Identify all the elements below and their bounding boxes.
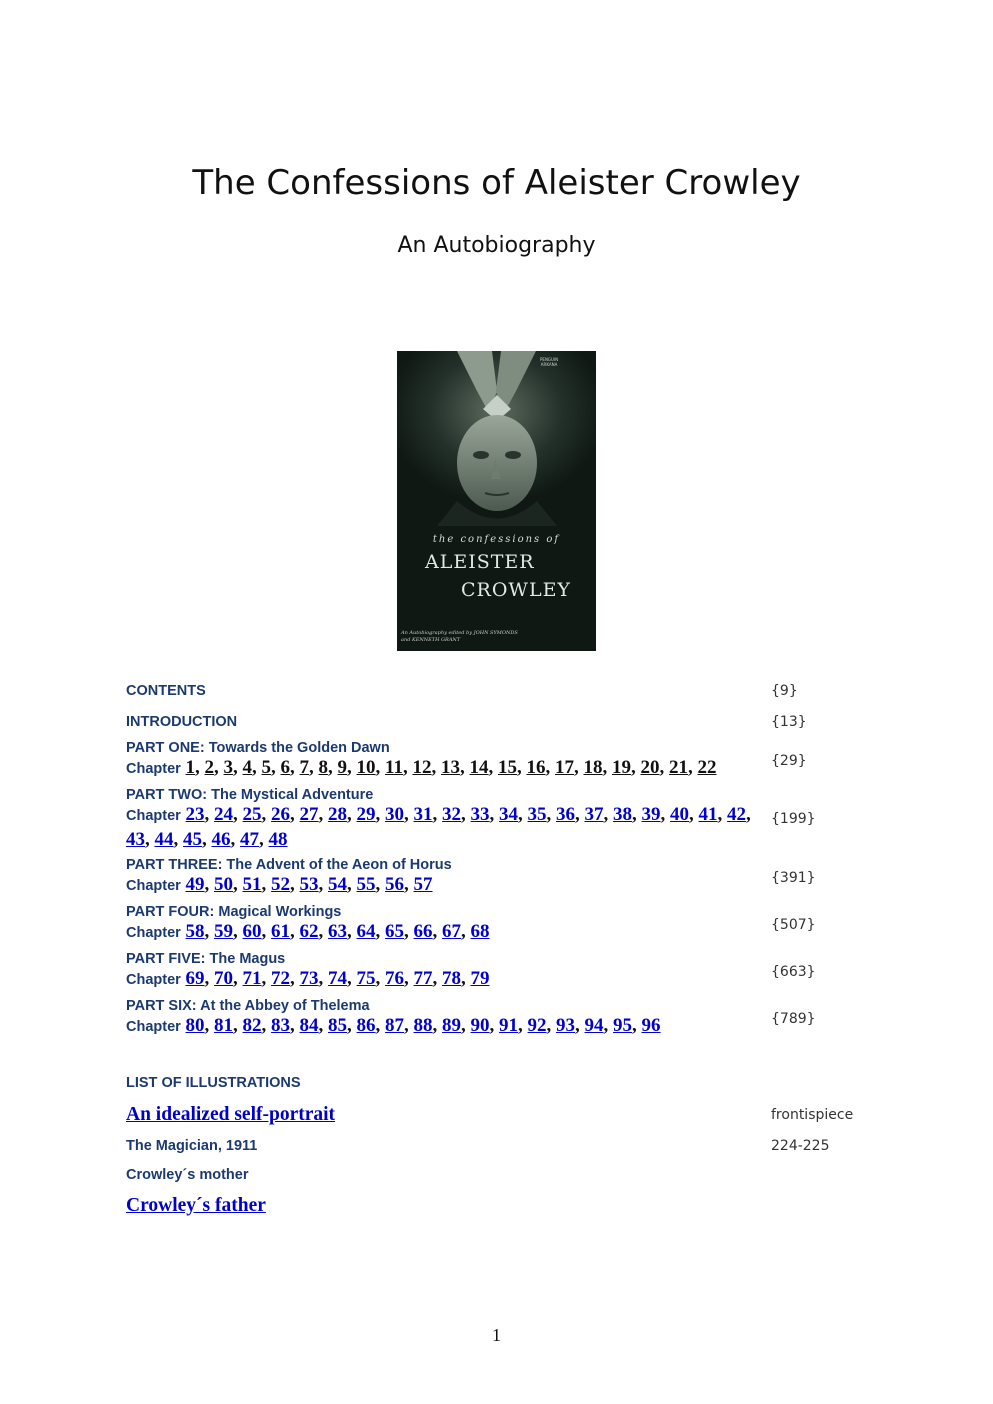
chapter-link[interactable]: 34 bbox=[499, 804, 519, 825]
chapter-link[interactable]: 66 bbox=[413, 921, 433, 942]
chapter-link[interactable]: 8 bbox=[318, 757, 329, 778]
chapter-link[interactable]: 71 bbox=[242, 968, 262, 989]
chapter-link[interactable]: 45 bbox=[183, 829, 202, 850]
page-number: 1 bbox=[492, 1325, 501, 1345]
chapter-link[interactable]: 22 bbox=[697, 757, 717, 778]
chapter-link[interactable]: 20 bbox=[640, 757, 660, 778]
chapter-link[interactable]: 28 bbox=[328, 804, 348, 825]
chapter-link[interactable]: 16 bbox=[526, 757, 546, 778]
chapter-link[interactable]: 42 bbox=[727, 804, 747, 825]
cover-name-last: CROWLEY bbox=[461, 579, 571, 601]
chapter-link[interactable]: 51 bbox=[242, 874, 262, 895]
chapter-label: Chapter bbox=[126, 808, 181, 824]
toc-part-heading: PART FIVE: The Magus bbox=[126, 951, 286, 967]
cover-editors: An Autobiography edited by JOHN SYMONDS and KENNETH GRANT bbox=[401, 630, 518, 643]
chapter-link[interactable]: 47 bbox=[240, 829, 259, 850]
toc-chapter-list: Chapter 23, 24, 25, 26, 27, 28, 29, 30, 31, 32, 33, 34, 35, 36, 37, 38, 39, 40, 41, 42, 43, 44, 45, 46, 47, 48 bbox=[126, 804, 751, 850]
chapter-link[interactable]: 15 bbox=[498, 757, 517, 778]
chapter-link[interactable]: 38 bbox=[613, 804, 633, 825]
chapter-link[interactable]: 57 bbox=[413, 874, 433, 895]
chapter-link[interactable]: 9 bbox=[337, 757, 348, 778]
chapter-link[interactable]: 13 bbox=[441, 757, 460, 778]
chapter-label: Chapter bbox=[126, 1019, 181, 1035]
toc-chapter-list: Chapter 58, 59, 60, 61, 62, 63, 64, 65, 66, 67, 68 bbox=[126, 921, 490, 942]
illustrations-heading: LIST OF ILLUSTRATIONS bbox=[126, 1075, 301, 1091]
toc-part-heading: PART SIX: At the Abbey of Thelema bbox=[126, 998, 370, 1014]
toc-introduction-label: INTRODUCTION bbox=[126, 713, 238, 730]
chapter-link[interactable]: 23 bbox=[185, 804, 205, 825]
chapter-link[interactable]: 35 bbox=[527, 804, 547, 825]
chapter-link[interactable]: 94 bbox=[584, 1015, 604, 1036]
chapter-link[interactable]: 52 bbox=[271, 874, 291, 895]
chapter-link[interactable]: 30 bbox=[385, 804, 405, 825]
chapter-link[interactable]: 64 bbox=[356, 921, 376, 942]
chapter-link[interactable]: 86 bbox=[356, 1015, 376, 1036]
chapter-link[interactable]: 83 bbox=[271, 1015, 291, 1036]
illustration-row bbox=[126, 1131, 886, 1160]
chapter-link[interactable]: 50 bbox=[214, 874, 234, 895]
chapter-link[interactable]: 69 bbox=[185, 968, 205, 989]
chapter-link[interactable]: 55 bbox=[356, 874, 376, 895]
toc-part-heading: PART FOUR: Magical Workings bbox=[126, 904, 342, 920]
toc-part-page: {663} bbox=[771, 963, 816, 980]
chapter-link[interactable]: 39 bbox=[641, 804, 661, 825]
chapter-link[interactable]: 19 bbox=[612, 757, 631, 778]
chapter-link[interactable]: 49 bbox=[185, 874, 205, 895]
chapter-label: Chapter bbox=[126, 925, 181, 941]
illustration-link[interactable]: An idealized self-portrait bbox=[126, 1103, 336, 1125]
chapter-link[interactable]: 7 bbox=[299, 757, 310, 778]
cover-portrait-art bbox=[397, 351, 596, 651]
chapter-link[interactable]: 81 bbox=[214, 1015, 234, 1036]
chapter-label: Chapter bbox=[126, 878, 181, 894]
chapter-link[interactable]: 67 bbox=[442, 921, 462, 942]
chapter-link[interactable]: 40 bbox=[670, 804, 690, 825]
chapter-link[interactable]: 53 bbox=[299, 874, 319, 895]
illustration-link[interactable]: Crowley´s father bbox=[126, 1194, 266, 1216]
chapter-link[interactable]: 74 bbox=[328, 968, 348, 989]
chapter-link[interactable]: 29 bbox=[356, 804, 376, 825]
chapter-link[interactable]: 36 bbox=[556, 804, 576, 825]
chapter-link[interactable]: 73 bbox=[299, 968, 319, 989]
toc-spacer bbox=[126, 1042, 886, 1068]
document-title: The Confessions of Aleister Crowley bbox=[192, 163, 801, 203]
cover-name-first: ALEISTER bbox=[425, 551, 535, 573]
chapter-link[interactable]: 68 bbox=[470, 921, 490, 942]
toc-chapter-list: Chapter 69, 70, 71, 72, 73, 74, 75, 76, 77, 78, 79 bbox=[126, 968, 490, 989]
chapter-link[interactable]: 18 bbox=[583, 757, 603, 778]
toc-row-contents bbox=[126, 676, 886, 706]
chapter-link[interactable]: 60 bbox=[242, 921, 262, 942]
chapter-link[interactable]: 70 bbox=[214, 968, 234, 989]
toc-part-page: {507} bbox=[771, 916, 816, 933]
toc-part-heading: PART ONE: Towards the Golden Dawn bbox=[126, 740, 390, 756]
illustration-row bbox=[126, 1189, 886, 1222]
chapter-link[interactable]: 6 bbox=[280, 757, 291, 778]
chapter-link[interactable]: 25 bbox=[242, 804, 262, 825]
toc-contents-label: CONTENTS bbox=[126, 683, 206, 699]
illustration-page bbox=[771, 1160, 886, 1189]
chapter-link[interactable]: 17 bbox=[555, 757, 574, 778]
illustration-page: 224-225 bbox=[771, 1137, 830, 1154]
chapter-link[interactable]: 12 bbox=[412, 757, 432, 778]
chapter-link[interactable]: 11 bbox=[385, 757, 403, 778]
chapter-label: Chapter bbox=[126, 761, 181, 777]
chapter-link[interactable]: 56 bbox=[385, 874, 405, 895]
chapter-link[interactable]: 96 bbox=[641, 1015, 661, 1036]
book-cover-image bbox=[397, 351, 596, 651]
chapter-link[interactable]: 90 bbox=[470, 1015, 490, 1036]
chapter-link[interactable]: 77 bbox=[413, 968, 433, 989]
chapter-link[interactable]: 43 bbox=[126, 829, 145, 850]
chapter-link[interactable]: 62 bbox=[299, 921, 319, 942]
chapter-link[interactable]: 24 bbox=[214, 804, 234, 825]
chapter-link[interactable]: 72 bbox=[271, 968, 291, 989]
chapter-link[interactable]: 82 bbox=[242, 1015, 262, 1036]
chapter-link[interactable]: 91 bbox=[499, 1015, 519, 1036]
toc-part-row bbox=[126, 737, 886, 784]
chapter-link[interactable]: 75 bbox=[356, 968, 376, 989]
chapter-link[interactable]: 63 bbox=[328, 921, 348, 942]
illustrations-heading-row bbox=[126, 1068, 886, 1098]
chapter-link[interactable]: 89 bbox=[442, 1015, 462, 1036]
toc-contents-page: {9} bbox=[771, 683, 798, 699]
chapter-link[interactable]: 79 bbox=[470, 968, 490, 989]
chapter-link[interactable]: 95 bbox=[613, 1015, 633, 1036]
chapter-link[interactable]: 31 bbox=[413, 804, 433, 825]
chapter-link[interactable]: 2 bbox=[204, 757, 215, 778]
toc-chapter-list: Chapter 80, 81, 82, 83, 84, 85, 86, 87, 88, 89, 90, 91, 92, 93, 94, 95, 96 bbox=[126, 1015, 661, 1036]
illustration-page: frontispiece bbox=[771, 1106, 854, 1123]
chapter-link[interactable]: 59 bbox=[214, 921, 234, 942]
chapter-link[interactable]: 10 bbox=[356, 757, 376, 778]
chapter-link[interactable]: 37 bbox=[584, 804, 604, 825]
toc-part-row bbox=[126, 995, 886, 1042]
chapter-link[interactable]: 32 bbox=[442, 804, 462, 825]
toc-part-page: {789} bbox=[771, 1010, 816, 1027]
chapter-link[interactable]: 92 bbox=[527, 1015, 547, 1036]
toc-chapter-list: Chapter 1, 2, 3, 4, 5, 6, 7, 8, 9, 10, 11, 12, 13, 14, 15, 16, 17, 18, 19, 20, 21, 22 bbox=[126, 757, 717, 778]
toc-row-introduction bbox=[126, 706, 886, 737]
table-of-contents bbox=[126, 676, 886, 1222]
chapter-link[interactable]: 58 bbox=[185, 921, 205, 942]
illustration-page bbox=[771, 1189, 886, 1222]
chapter-link[interactable]: 80 bbox=[185, 1015, 205, 1036]
toc-part-heading: PART TWO: The Mystical Adventure bbox=[126, 787, 374, 803]
chapter-link[interactable]: 41 bbox=[698, 804, 718, 825]
chapter-link[interactable]: 27 bbox=[299, 804, 319, 825]
toc-part-page: {391} bbox=[771, 869, 816, 886]
chapter-link[interactable]: 46 bbox=[211, 829, 231, 850]
illustration-row bbox=[126, 1098, 886, 1131]
chapter-link[interactable]: 3 bbox=[223, 757, 234, 778]
chapter-link[interactable]: 44 bbox=[154, 829, 174, 850]
chapter-link[interactable]: 33 bbox=[470, 804, 490, 825]
chapter-link[interactable]: 88 bbox=[413, 1015, 433, 1036]
toc-part-row bbox=[126, 948, 886, 995]
cover-publisher-mark: PENGUIN ARKANA bbox=[540, 357, 559, 367]
toc-chapter-list: Chapter 49, 50, 51, 52, 53, 54, 55, 56, 57 bbox=[126, 874, 433, 895]
toc-part-page: {199} bbox=[771, 811, 816, 827]
toc-part-row bbox=[126, 784, 886, 854]
chapter-link[interactable]: 93 bbox=[556, 1015, 576, 1036]
toc-part-heading: PART THREE: The Advent of the Aeon of Horus bbox=[126, 857, 452, 873]
illustration-row bbox=[126, 1160, 886, 1189]
document-subtitle: An Autobiography bbox=[397, 233, 596, 258]
chapter-link[interactable]: 76 bbox=[385, 968, 405, 989]
toc-part-page: {29} bbox=[771, 752, 807, 769]
chapter-link[interactable]: 61 bbox=[271, 921, 291, 942]
illustration-title: Crowley´s mother bbox=[126, 1166, 249, 1183]
chapter-link[interactable]: 1 bbox=[185, 757, 196, 778]
chapter-link[interactable]: 21 bbox=[669, 757, 688, 778]
chapter-link[interactable]: 84 bbox=[299, 1015, 319, 1036]
chapter-link[interactable]: 48 bbox=[268, 829, 288, 850]
chapter-link[interactable]: 14 bbox=[469, 757, 489, 778]
chapter-link[interactable]: 78 bbox=[442, 968, 462, 989]
cover-tagline: the confessions of bbox=[432, 534, 561, 545]
toc-part-row bbox=[126, 854, 886, 901]
chapter-link[interactable]: 5 bbox=[261, 757, 272, 778]
toc-introduction-page: {13} bbox=[771, 713, 807, 730]
chapter-link[interactable]: 54 bbox=[328, 874, 348, 895]
chapter-link[interactable]: 87 bbox=[385, 1015, 405, 1036]
illustration-title: The Magician, 1911 bbox=[126, 1137, 258, 1154]
chapter-link[interactable]: 4 bbox=[242, 757, 253, 778]
chapter-label: Chapter bbox=[126, 972, 181, 988]
chapter-link[interactable]: 65 bbox=[385, 921, 405, 942]
toc-part-row bbox=[126, 901, 886, 948]
chapter-link[interactable]: 26 bbox=[271, 804, 291, 825]
chapter-link[interactable]: 85 bbox=[328, 1015, 348, 1036]
